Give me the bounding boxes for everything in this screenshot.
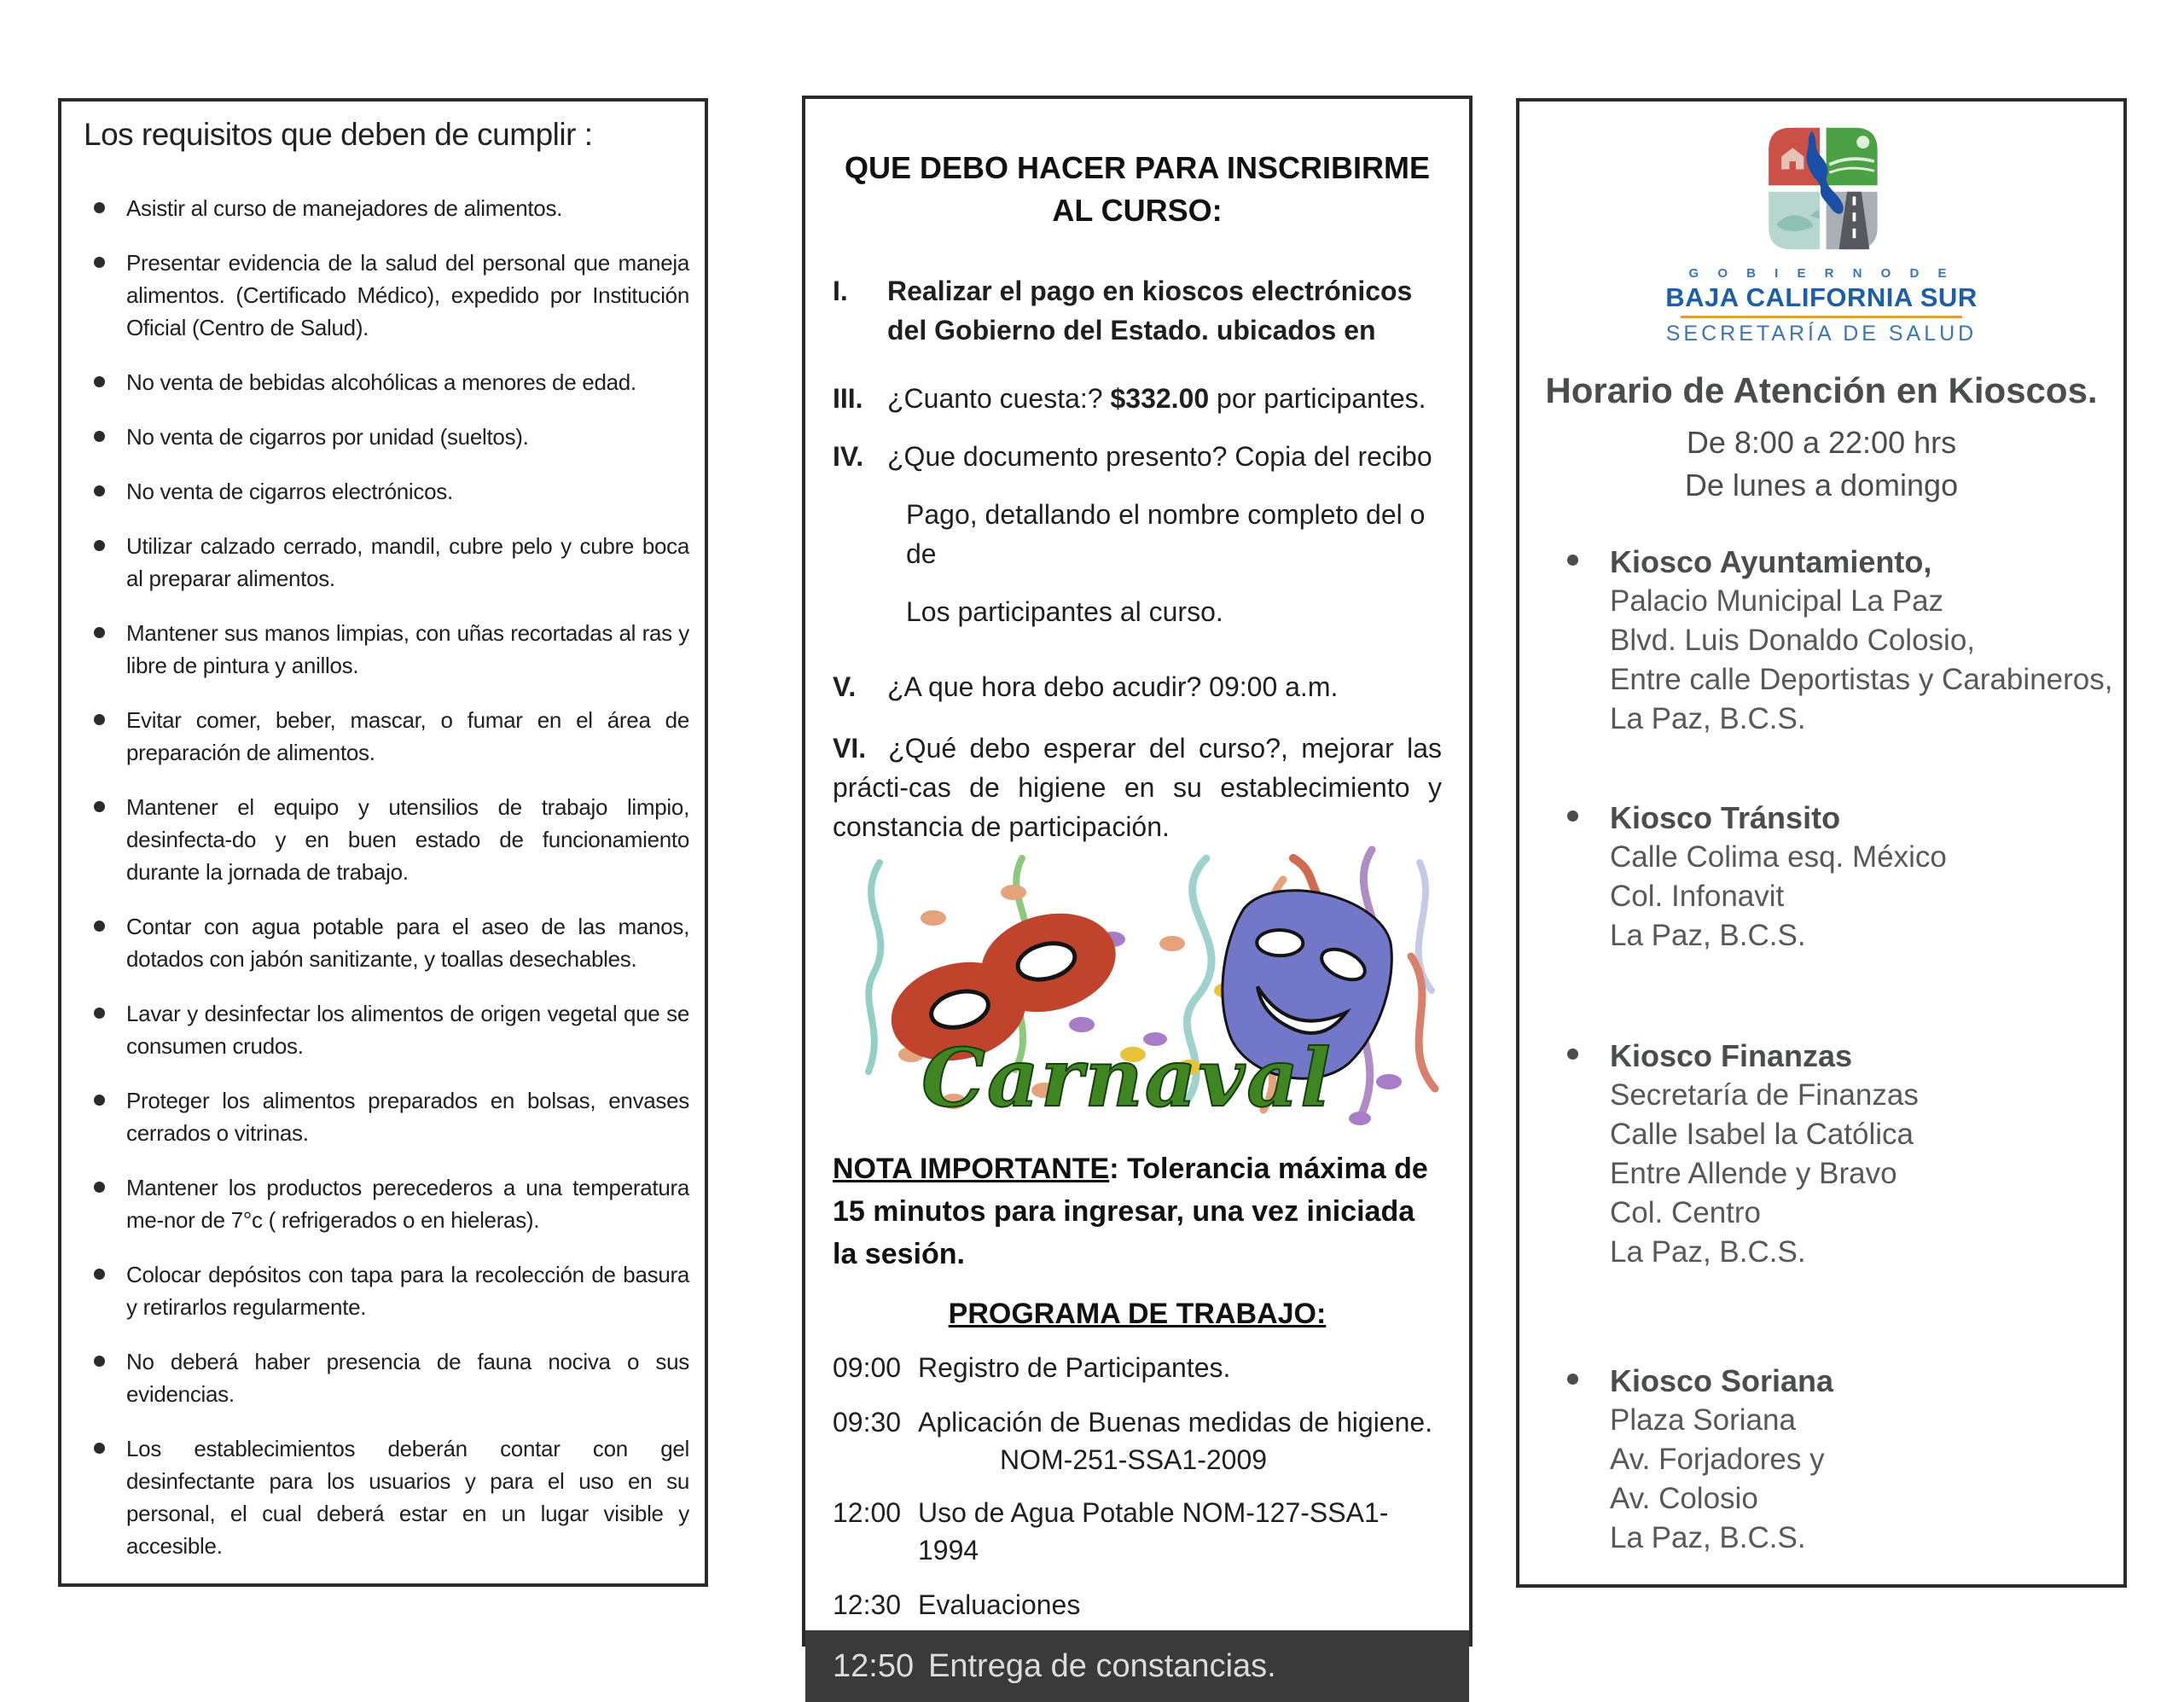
kiosk-name: Kiosco Ayuntamiento, xyxy=(1610,544,1932,579)
step-item xyxy=(833,667,1442,706)
important-note-text: : Tolerancia máxima de 15 minutos para ingresar, una vez iniciada la sesión. xyxy=(833,1153,1428,1270)
logo-secretaria-salud: SECRETARÍA DE SALUD xyxy=(1665,322,1978,346)
program-row xyxy=(833,1494,1442,1569)
requirement-item xyxy=(82,1345,689,1410)
kiosk-hours-title: Horario de Atención en Kioscos. xyxy=(1545,370,2098,410)
step-line: ¿Que documento presento? Copia del recibo xyxy=(887,441,1432,472)
kiosk-item xyxy=(1562,1037,2115,1272)
kiosk-item xyxy=(1562,1362,2115,1558)
requirement-text: No venta de cigarros electrónicos. xyxy=(126,479,453,504)
logo-baja-california-sur: BAJA CALIFORNIA SUR xyxy=(1665,282,1978,312)
requirement-item xyxy=(82,1258,689,1323)
work-program-title: PROGRAMA DE TRABAJO: xyxy=(948,1298,1327,1330)
requirements-panel xyxy=(58,98,708,1587)
requirement-item xyxy=(82,910,689,975)
kiosk-address-line: Av. Forjadores y xyxy=(1610,1443,1825,1476)
step-text-pre: ¿Cuanto cuesta:? xyxy=(887,383,1111,414)
step-item xyxy=(833,729,1442,846)
kiosk-name: Kiosco Tránsito xyxy=(1610,800,1841,835)
step-item xyxy=(833,437,1442,631)
requirement-item xyxy=(82,247,689,344)
program-row-highlighted xyxy=(805,1630,1469,1702)
requirement-text: Los establecimientos deberán contar con gel desinfectante para los usuarios y para el uso en su personal, el cual deberá estar en un lugar visible y accesible. xyxy=(126,1436,689,1559)
program-activity: Uso de Agua Potable NOM-127-SSA1-1994 xyxy=(918,1497,1389,1565)
kiosk-address-line: Col. Infonavit xyxy=(1610,880,1785,913)
kiosk-address-line: La Paz, B.C.S. xyxy=(1610,919,1806,952)
bullet-icon xyxy=(82,791,126,888)
kiosk-hours-days: De lunes a domingo xyxy=(1684,468,1959,502)
requirement-item xyxy=(82,192,689,224)
bullet-icon xyxy=(82,1084,126,1149)
program-row xyxy=(833,1403,1442,1478)
program-time: 09:30 xyxy=(833,1407,902,1438)
program-activity: Registro de Participantes. xyxy=(918,1352,1231,1383)
step-text: ¿Qué debo esperar del curso?, mejorar las prácti-cas de higiene en su establecimiento y constancia de participación. xyxy=(833,733,1442,842)
step-text-post: por participantes. xyxy=(1209,383,1426,414)
requirements-title: Los requisitos que deben de cumplir : xyxy=(84,117,593,152)
kiosk-address-line: Palacio Municipal La Paz xyxy=(1610,584,1944,618)
bullet-icon xyxy=(82,1258,126,1323)
bullet-icon xyxy=(82,530,126,595)
requirement-item xyxy=(82,704,689,769)
bullet-icon xyxy=(82,366,126,398)
step-numeral: V. xyxy=(833,671,857,702)
requirement-text: Colocar depósitos con tapa para la recolección de basura y retirarlos regularmente. xyxy=(126,1262,689,1320)
requirement-text: Mantener los productos perecederos a una temperatura me-nor de 7°c ( refrigerados o en hieleras). xyxy=(126,1175,689,1233)
kiosk-address-line: Entre Allende y Bravo xyxy=(1610,1157,1897,1190)
requirement-text: No deberá haber presencia de fauna nociva o sus evidencias. xyxy=(126,1349,689,1407)
kiosk-hours-range: De 8:00 a 22:00 hrs xyxy=(1686,425,1957,460)
bullet-icon xyxy=(82,1345,126,1410)
program-activity: Entrega de constancias. xyxy=(928,1648,1276,1684)
kiosk-item xyxy=(1562,799,2115,956)
carnaval-graphic xyxy=(833,850,1442,1131)
step-item xyxy=(833,379,1442,418)
important-note xyxy=(833,1147,1442,1275)
requirement-item xyxy=(82,1432,689,1562)
bullet-icon xyxy=(1562,543,1610,739)
bullet-icon xyxy=(82,910,126,975)
step-line: Los participantes al curso. xyxy=(906,596,1223,627)
bullet-icon xyxy=(82,421,126,453)
inscription-panel xyxy=(802,96,1472,1684)
program-activity: Aplicación de Buenas medidas de higiene. xyxy=(918,1407,1433,1438)
step-item xyxy=(833,271,1442,350)
inscription-steps xyxy=(833,271,1442,846)
kiosk-address-line: La Paz, B.C.S. xyxy=(1610,1521,1806,1554)
step-numeral: I. xyxy=(833,276,848,306)
kiosk-address-line: Blvd. Luis Donaldo Colosio, xyxy=(1610,624,1976,657)
step-numeral: III. xyxy=(833,383,863,414)
inscription-title: QUE DEBO HACER PARA INSCRIBIRME AL CURSO: xyxy=(844,150,1431,228)
bullet-icon xyxy=(1562,1037,1610,1272)
requirement-text: Mantener el equipo y utensilios de trabajo limpio, desinfecta-do y en buen estado de funcionamiento durante la jornada de trabajo. xyxy=(126,794,689,885)
government-logo-block xyxy=(1528,120,2115,346)
requirement-item xyxy=(82,1084,689,1149)
requirement-text: Asistir al curso de manejadores de alimentos. xyxy=(126,195,563,221)
bullet-icon xyxy=(82,1432,126,1562)
kiosk-address-line: Col. Centro xyxy=(1610,1196,1762,1229)
program-row xyxy=(833,1349,1442,1386)
kiosk-address-line: La Paz, B.C.S. xyxy=(1610,1235,1806,1269)
step-line: Pago, detallando el nombre completo del o de xyxy=(906,499,1426,569)
bullet-icon xyxy=(82,1171,126,1236)
requirement-item xyxy=(82,366,689,398)
kiosk-address-line: Av. Colosio xyxy=(1610,1482,1758,1515)
bullet-icon xyxy=(82,247,126,344)
program-time: 12:00 xyxy=(833,1497,902,1528)
requirement-text: Lavar y desinfectar los alimentos de origen vegetal que se consumen crudos. xyxy=(126,1001,689,1059)
kiosk-address-line: Calle Isabel la Católica xyxy=(1610,1118,1914,1151)
kiosk-name: Kiosco Finanzas xyxy=(1610,1038,1853,1073)
bullet-icon xyxy=(1562,1362,1610,1558)
requirement-text: Contar con agua potable para el aseo de las manos, dotados con jabón sanitizante, y toallas desechables. xyxy=(126,914,689,972)
streamer-teal xyxy=(868,863,880,1072)
kiosk-address-line: Calle Colima esq. México xyxy=(1610,840,1947,874)
kiosk-name: Kiosco Soriana xyxy=(1610,1363,1834,1398)
streamer-salmon xyxy=(1411,956,1435,1089)
program-row xyxy=(833,1586,1442,1624)
requirement-text: Evitar comer, beber, mascar, o fumar en el área de preparación de alimentos. xyxy=(126,707,689,765)
bullet-icon xyxy=(82,997,126,1062)
requirement-item xyxy=(82,475,689,508)
requirement-text: Presentar evidencia de la salud del personal que maneja alimentos. (Certificado Médico), expedido por Institución Oficial (Centro de Salud). xyxy=(126,250,689,340)
requirement-item xyxy=(82,791,689,888)
step-text xyxy=(887,437,1442,631)
requirement-item xyxy=(82,617,689,682)
requirement-text: Mantener sus manos limpias, con uñas recortadas al ras y libre de pintura y anillos. xyxy=(126,620,689,678)
price-value: $332.00 xyxy=(1110,383,1210,414)
step-text xyxy=(887,379,1442,418)
requirement-item xyxy=(82,530,689,595)
logo-quadrant-agriculture xyxy=(1827,128,1878,186)
requirement-text: No venta de cigarros por unidad (sueltos). xyxy=(126,424,529,450)
requirement-item xyxy=(82,997,689,1062)
bcs-government-logo xyxy=(1757,120,1885,257)
program-time: 09:00 xyxy=(833,1352,902,1383)
program-time: 12:50 xyxy=(833,1648,915,1684)
kiosk-address-line: Plaza Soriana xyxy=(1610,1403,1796,1437)
carnaval-wordmark: Carnaval xyxy=(921,1031,1333,1125)
kiosk-item xyxy=(1562,543,2115,739)
requirement-text: No venta de bebidas alcohólicas a menores de edad. xyxy=(126,369,636,395)
kiosk-address-line: La Paz, B.C.S. xyxy=(1610,702,1806,735)
kiosk-list xyxy=(1528,543,2115,1558)
bullet-icon xyxy=(82,475,126,508)
kiosk-address-line: Entre calle Deportistas y Carabineros, xyxy=(1610,663,2113,696)
logo-gobierno-de: G O B I E R N O D E xyxy=(1688,266,1955,281)
bullet-icon xyxy=(82,704,126,769)
bullet-icon xyxy=(82,192,126,224)
program-time: 12:30 xyxy=(833,1589,902,1620)
program-activity: Evaluaciones xyxy=(918,1589,1081,1620)
requirement-item xyxy=(82,1171,689,1236)
step-text: Realizar el pago en kioscos electrónicos del Gobierno del Estado. ubicados en xyxy=(887,276,1413,346)
important-note-label: NOTA IMPORTANTE xyxy=(833,1153,1110,1185)
bullet-icon xyxy=(1562,799,1610,956)
logo-underline xyxy=(1681,316,1962,318)
kiosk-hours-panel xyxy=(1516,98,2127,1588)
bullet-icon xyxy=(82,617,126,682)
kiosk-address-line: Secretaría de Finanzas xyxy=(1610,1078,1919,1112)
step-text: ¿A que hora debo acudir? 09:00 a.m. xyxy=(887,671,1339,702)
step-numeral: VI. xyxy=(833,733,867,764)
requirement-text: Utilizar calzado cerrado, mandil, cubre pelo y cubre boca al preparar alimentos. xyxy=(126,533,689,591)
program-activity-norm: NOM-251-SSA1-2009 xyxy=(1000,1444,1268,1475)
step-numeral: IV. xyxy=(833,441,864,472)
requirement-item xyxy=(82,421,689,453)
carnaval-illustration xyxy=(833,850,1442,1136)
requirement-text: Proteger los alimentos preparados en bolsas, envases cerrados o vitrinas. xyxy=(126,1088,689,1146)
